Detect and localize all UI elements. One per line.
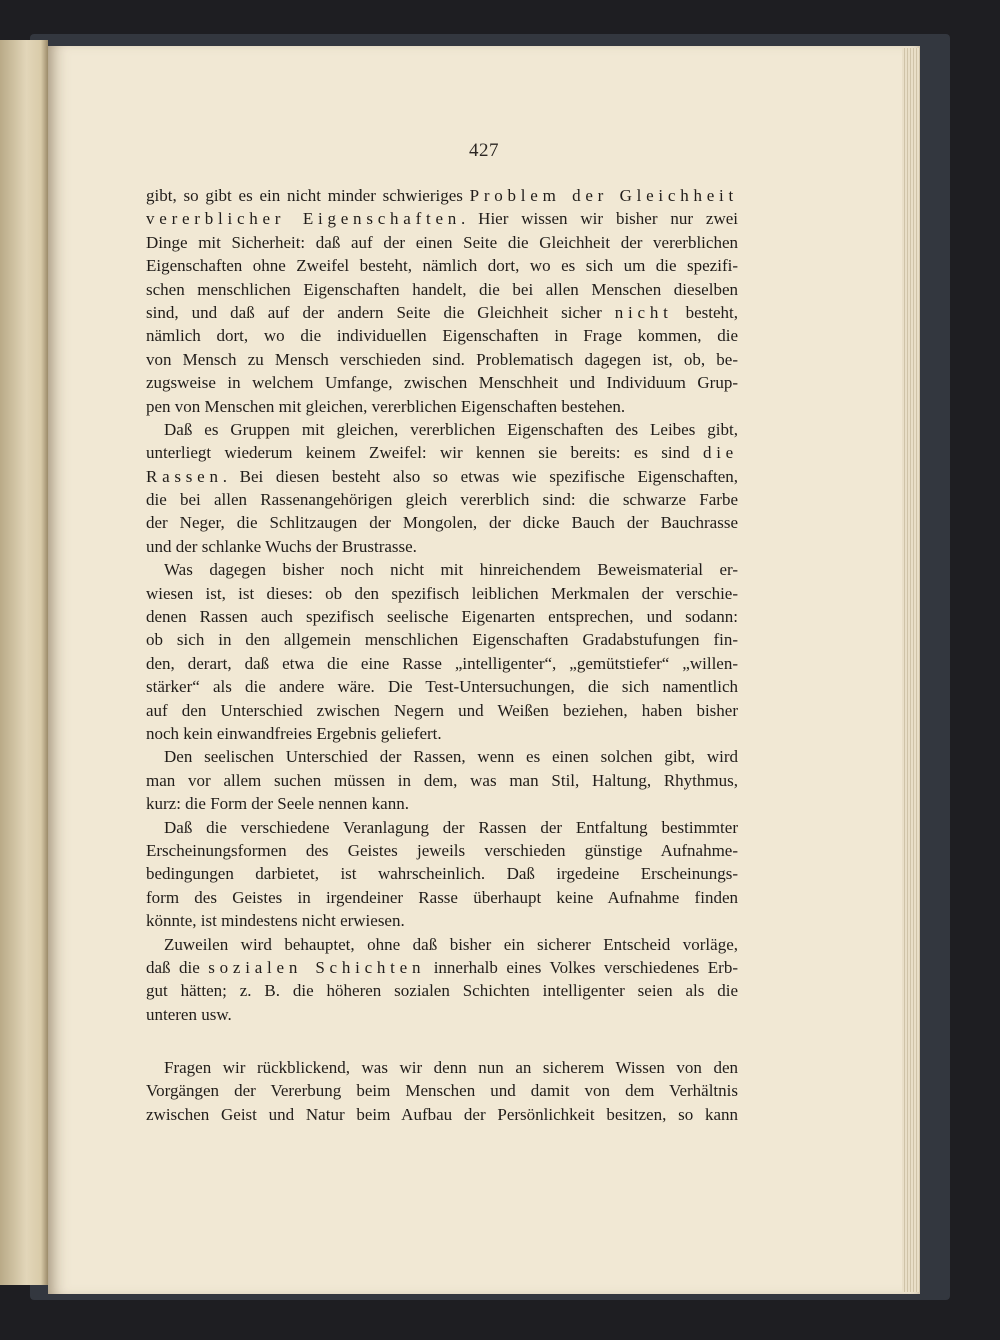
- text-line: [146, 1103, 738, 1126]
- body-text: [146, 184, 738, 1126]
- text-segment: Erscheinungsformen des Geistes jeweils verschieden günstige Aufnahme-: [146, 840, 738, 860]
- text-segment: von Mensch zu Mensch verschieden sind. Problematisch dagegen ist, ob, be-: [146, 349, 738, 369]
- text-segment: Eigenschaften ohne Zweifel besteht, nämlich dort, wo es sich um die spezifi-: [146, 256, 738, 276]
- text-segment: ob sich in den allgemein menschlichen Eigenschaften Gradabstufungen fin-: [146, 630, 738, 650]
- text-segment: besteht,: [672, 302, 738, 322]
- text-segment: wiesen ist, ist dieses: ob den spezifisch leiblichen Merkmalen der verschie-: [146, 583, 738, 603]
- text-segment: nämlich dort, wo die individuellen Eigenschaften in Frage kommen, die: [146, 326, 738, 346]
- text-segment: Was dagegen bisher noch nicht mit hinreichendem Beweismaterial er-: [164, 560, 738, 580]
- page-stack-edge: [902, 48, 920, 1292]
- text-segment: gut hätten; z. B. die höheren sozialen Schichten intelligenter seien als die: [146, 981, 738, 1001]
- text-line: [146, 1056, 738, 1079]
- facing-page-edge: [0, 40, 48, 1285]
- text-segment: auf den Unterschied zwischen Negern und Weißen beziehen, haben bisher: [146, 700, 738, 720]
- text-segment: . Hier wissen wir bisher nur zwei: [461, 209, 738, 229]
- text-segment: unteren usw.: [146, 1004, 232, 1024]
- text-segment: stärker“ als die andere wäre. Die Test-Untersuchungen, die sich namentlich: [146, 677, 738, 697]
- text-segment: daß die: [146, 957, 209, 977]
- text-line: [146, 722, 738, 745]
- emphasized-text: sozialen Schichten: [208, 957, 426, 977]
- emphasized-text: vererblicher Eigenschaften: [146, 209, 462, 229]
- text-line: [146, 745, 738, 768]
- text-segment: unterliegt wiederum keinem Zweifel: wir kennen sie bereits: es sind: [146, 443, 703, 463]
- text-line: [146, 769, 738, 792]
- book-page: [48, 46, 920, 1294]
- text-segment: Daß es Gruppen mit gleichen, vererblichen Eigenschaften des Leibes gibt,: [164, 419, 738, 439]
- text-line: [146, 816, 738, 839]
- text-line: [146, 395, 738, 418]
- text-segment: man vor allem suchen müssen in dem, was man Stil, Haltung, Rhythmus,: [146, 770, 738, 790]
- text-segment: Dinge mit Sicherheit: daß auf der einen Seite die Gleichheit der vererblichen: [146, 232, 738, 252]
- text-line: [146, 465, 738, 488]
- text-line: [146, 699, 738, 722]
- text-line: [146, 933, 738, 956]
- text-line: [146, 278, 738, 301]
- text-segment: könnte, ist mindestens nicht erwiesen.: [146, 911, 405, 931]
- page-number: 427: [469, 140, 499, 161]
- text-segment: pen von Menschen mit gleichen, vererblichen Eigenschaften bestehen.: [146, 396, 626, 416]
- text-line: [146, 184, 738, 207]
- text-segment: zugsweise in welchem Umfange, zwischen Menschheit und Individuum Grup-: [146, 373, 738, 393]
- text-segment: Fragen wir rückblickend, was wir denn nun an sicherem Wissen von den: [164, 1058, 738, 1078]
- text-line: [146, 1079, 738, 1102]
- text-line: [146, 628, 738, 651]
- text-line: [146, 605, 738, 628]
- section-gap: [146, 1026, 738, 1056]
- text-line: [146, 441, 738, 464]
- emphasized-text: Rassen: [146, 466, 223, 486]
- text-line: [146, 956, 738, 979]
- text-segment: und der schlanke Wuchs der Brustrasse.: [146, 536, 417, 556]
- text-segment: schen menschlichen Eigenschaften handelt, die bei allen Menschen dieselben: [146, 279, 738, 299]
- text-segment: Daß die verschiedene Veranlagung der Rassen der Entfaltung bestimmter: [164, 817, 738, 837]
- text-line: [146, 348, 738, 371]
- text-line: [146, 582, 738, 605]
- text-line: [146, 979, 738, 1002]
- text-line: [146, 488, 738, 511]
- text-line: [146, 371, 738, 394]
- text-line: [146, 207, 738, 230]
- text-segment: den, derart, daß etwa die eine Rasse „intelligenter“, „gemütstiefer“ „willen-: [146, 653, 738, 673]
- text-segment: innerhalb eines Volkes verschiedenes Erb-: [425, 957, 738, 977]
- text-line: [146, 1003, 738, 1026]
- text-line: [146, 535, 738, 558]
- text-segment: Den seelischen Unterschied der Rassen, wenn es einen solchen gibt, wird: [164, 747, 738, 767]
- text-line: [146, 418, 738, 441]
- text-segment: noch kein einwandfreies Ergebnis geliefert.: [146, 723, 442, 743]
- emphasized-text: die: [702, 443, 738, 463]
- text-segment: der Neger, die Schlitzaugen der Mongolen, der dicke Bauch der Bauchrasse: [146, 513, 738, 533]
- text-segment: Zuweilen wird behauptet, ohne daß bisher ein sicherer Entscheid vorläge,: [164, 934, 738, 954]
- text-line: [146, 301, 738, 324]
- text-line: [146, 886, 738, 909]
- text-segment: . Bei diesen besteht also so etwas wie spezifische Eigenschaften,: [222, 466, 738, 486]
- text-line: [146, 839, 738, 862]
- text-line: [146, 792, 738, 815]
- text-line: [146, 511, 738, 534]
- text-segment: gibt, so gibt es ein nicht minder schwieriges: [146, 186, 470, 205]
- text-line: [146, 254, 738, 277]
- text-segment: form des Geistes in irgendeiner Rasse überhaupt keine Aufnahme finden: [146, 887, 738, 907]
- text-line: [146, 558, 738, 581]
- text-line: [146, 862, 738, 885]
- text-segment: sind, und daß auf der andern Seite die Gleichheit sicher: [146, 302, 615, 322]
- text-segment: denen Rassen auch spezifisch seelische Eigenarten entsprechen, und sodann:: [146, 607, 738, 627]
- text-line: [146, 324, 738, 347]
- text-segment: Vorgängen der Vererbung beim Menschen und damit von dem Verhältnis: [146, 1081, 738, 1101]
- emphasized-text: nicht: [614, 302, 673, 322]
- text-line: [146, 231, 738, 254]
- text-segment: bedingungen darbietet, ist wahrscheinlich. Daß irgedeine Erscheinungs-: [146, 864, 738, 884]
- text-segment: kurz: die Form der Seele nennen kann.: [146, 794, 409, 814]
- text-segment: die bei allen Rassenangehörigen gleich vererblich sind: die schwarze Farbe: [146, 490, 738, 510]
- text-line: [146, 909, 738, 932]
- text-line: [146, 675, 738, 698]
- text-segment: zwischen Geist und Natur beim Aufbau der Persönlichkeit besitzen, so kann: [146, 1104, 738, 1124]
- emphasized-text: Problem der Gleichheit: [469, 186, 738, 205]
- text-line: [146, 652, 738, 675]
